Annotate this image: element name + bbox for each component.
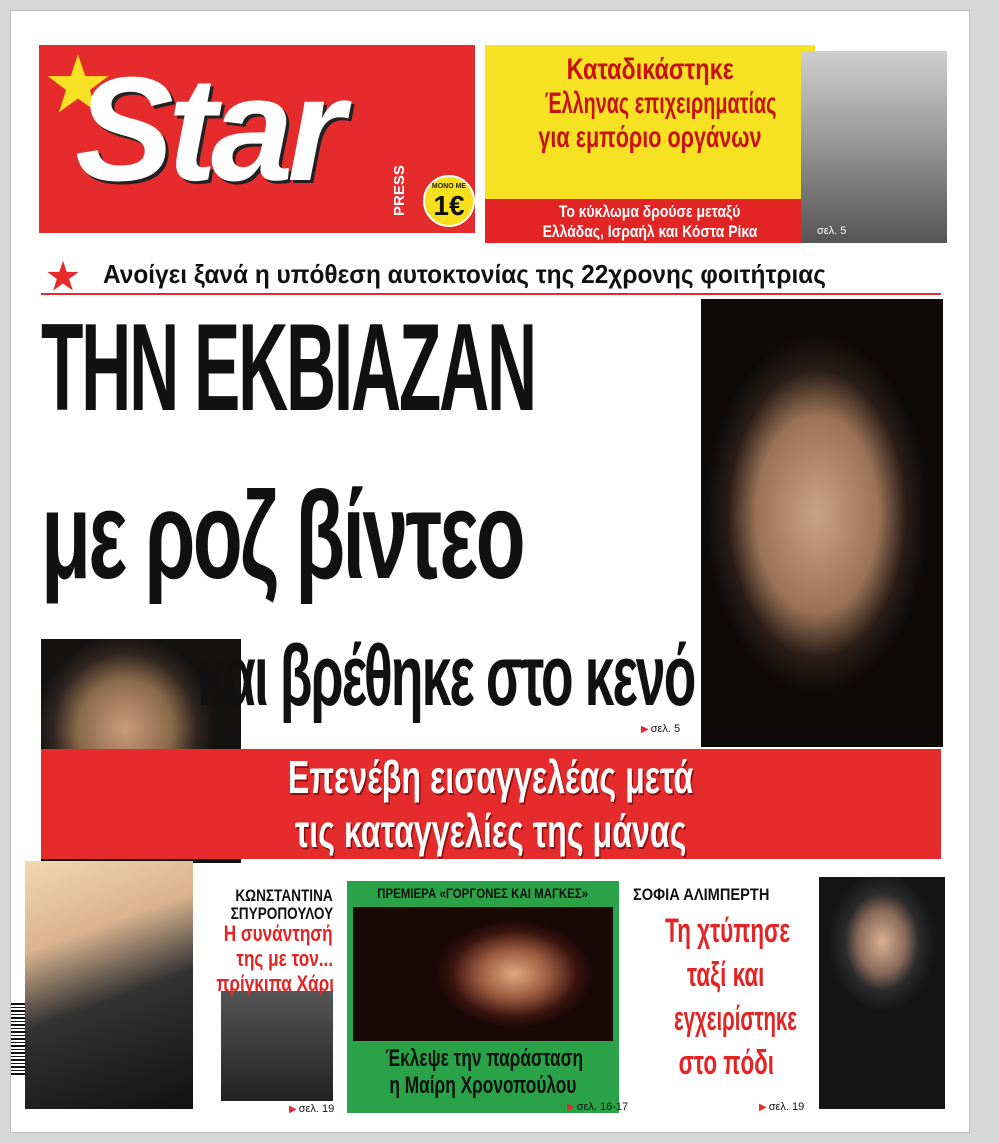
main-page-ref: ▶ σελ. 5	[641, 723, 681, 735]
arrow-icon: ▶	[641, 724, 649, 735]
kicker	[45, 259, 945, 291]
spyropoulou-photo	[25, 861, 193, 1109]
top-teaser-headline: Καταδικάστηκε Έλληνας επιχειρηματίας για εμπόριο οργάνων	[538, 53, 777, 154]
arrow-icon: ▶	[759, 1102, 767, 1113]
main-subhead-line1: Επενέβη εισαγγελέας μετά	[288, 751, 694, 803]
kicker-text: Ανοίγει ξανά η υπόθεση αυτοκτονίας της 22χρονης φοιτήτριας	[103, 259, 827, 289]
arrest-photo	[801, 51, 947, 243]
issue-date: ■ Τετάρτη 6 Δεκεμβρίου 2017 ■ Αρ. Φύλλου 1.012	[173, 245, 416, 257]
red-star-icon	[45, 259, 81, 293]
price-label: ΜΟΝΟ ΜΕ	[431, 183, 467, 190]
alimperti-photo	[819, 877, 945, 1109]
bottom-center-box	[347, 881, 619, 1113]
masthead-logo: Star	[75, 47, 339, 212]
bottom-left-name: ΚΩΝΣΤΑΝΤΙΝΑ ΣΠΥΡΟΠΟΥΛΟΥ	[230, 886, 333, 923]
kicker-rule	[41, 293, 941, 295]
bottom-right-page-ref: ▶ σελ. 19	[759, 1101, 805, 1113]
chronopoulou-photo	[353, 907, 613, 1041]
bottom-center-label: ΠΡΕΜΙΕΡΑ «ΓΟΡΓΟΝΕΣ ΚΑΙ ΜΑΓΚΕΣ»	[377, 885, 589, 901]
price-value: 1€	[433, 190, 465, 221]
price-badge	[423, 175, 475, 227]
bottom-left-headline: Η συνάντησή της με τον... πρίγκιπα Χάρι	[216, 921, 334, 996]
arrow-icon: ▶	[289, 1104, 297, 1115]
bottom-right-headline: Τη χτύπησε ταξί και εγχειρίστηκε στο πόδι	[665, 912, 797, 1082]
main-headline-line1: ΤΗΝ ΕΚΒΙΑΖΑΝ	[41, 299, 535, 437]
masthead	[39, 45, 475, 257]
bottom-center-headline: Έκλεψε την παράσταση η Μαίρη Χρονοπούλου	[385, 1045, 584, 1099]
main-headline-line2: με ροζ βίντεο	[41, 467, 523, 605]
main-headline-line3: και βρέθηκε στο κενό	[197, 628, 695, 724]
barcode	[11, 1003, 25, 1077]
bottom-center-page-ref: ▶ σελ. 16-17	[567, 1101, 629, 1113]
top-teaser	[485, 45, 815, 199]
top-teaser-subline: Το κύκλωμα δρούσε μεταξύ Ελλάδας, Ισραήλ και Κόστα Ρίκα	[485, 199, 815, 243]
bottom-right-name: ΣΟΦΙΑ ΑΛΙΜΠΕΡΤΗ	[633, 885, 770, 904]
top-teaser-page-ref: σελ. 5	[817, 225, 847, 237]
bottom-left-page-ref: ▶ σελ. 19	[289, 1103, 335, 1115]
prince-harry-inset-photo	[221, 991, 333, 1101]
main-subhead-band	[41, 749, 941, 859]
masthead-press: PRESS	[391, 165, 408, 217]
newspaper-front-page	[10, 10, 970, 1133]
arrow-icon: ▶	[567, 1102, 575, 1113]
main-subhead-line2: τις καταγγελίες της μάνας	[295, 805, 687, 857]
